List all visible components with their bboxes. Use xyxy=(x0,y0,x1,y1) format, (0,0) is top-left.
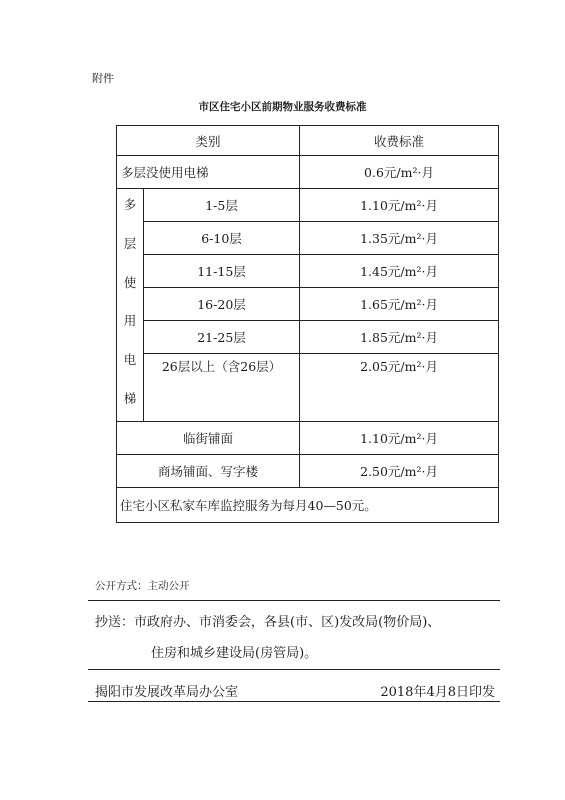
table-row xyxy=(117,354,499,422)
table-row xyxy=(117,288,499,321)
header-fee: 收费标准 xyxy=(300,126,499,156)
elevator-group-char: 使 xyxy=(123,274,137,290)
floor-fee: 1.10元/m²·月 xyxy=(300,189,499,222)
floor-fee: 1.65元/m²·月 xyxy=(300,288,499,321)
attachment-label: 附件 xyxy=(92,72,114,85)
table-header-row xyxy=(117,126,499,156)
table-row xyxy=(117,455,499,488)
table-row xyxy=(117,156,499,189)
table-row xyxy=(117,255,499,288)
garage-note: 住宅小区私家车库监控服务为每月40—50元。 xyxy=(117,488,499,523)
print-date: 2018年4月8日印发 xyxy=(380,685,495,700)
elevator-group-char: 电 xyxy=(123,352,137,368)
table-row xyxy=(117,189,499,222)
elevator-group-char: 多 xyxy=(123,197,137,212)
header-category: 类别 xyxy=(117,126,300,156)
floor-range: 26层以上（含26层） xyxy=(144,354,300,422)
no-elevator-fee: 0.6元/m²·月 xyxy=(300,156,499,189)
street-shop-label: 临街铺面 xyxy=(117,422,300,455)
cc-line-2: 住房和城乡建设局(房管局)。 xyxy=(151,646,318,661)
divider xyxy=(88,701,500,702)
elevator-group-char: 梯 xyxy=(123,390,137,406)
elevator-group-char: 用 xyxy=(123,313,137,329)
issuing-office: 揭阳市发展改革局办公室 xyxy=(95,685,239,700)
floor-range: 11-15层 xyxy=(144,255,300,288)
table-row xyxy=(117,321,499,354)
fee-table xyxy=(116,125,499,523)
table-row xyxy=(117,222,499,255)
street-shop-fee: 1.10元/m²·月 xyxy=(300,422,499,455)
floor-fee: 1.45元/m²·月 xyxy=(300,255,499,288)
mall-office-label: 商场铺面、写字楼 xyxy=(117,455,300,488)
mall-office-fee: 2.50元/m²·月 xyxy=(300,455,499,488)
divider xyxy=(88,669,500,670)
floor-fee: 1.35元/m²·月 xyxy=(300,222,499,255)
elevator-group-label xyxy=(117,189,144,422)
cc-line-1: 抄送：市政府办、市消委会，各县(市、区)发改局(物价局)、 xyxy=(95,615,441,630)
floor-fee: 2.05元/m²·月 xyxy=(300,354,499,422)
no-elevator-label: 多层没使用电梯 xyxy=(117,156,300,189)
floor-fee: 1.85元/m²·月 xyxy=(300,321,499,354)
floor-range: 16-20层 xyxy=(144,288,300,321)
table-row xyxy=(117,422,499,455)
divider xyxy=(88,600,500,601)
floor-range: 6-10层 xyxy=(144,222,300,255)
table-note-row xyxy=(117,488,499,523)
disclosure-method: 公开方式：主动公开 xyxy=(95,580,190,592)
floor-range: 21-25层 xyxy=(144,321,300,354)
elevator-group-char: 层 xyxy=(123,235,137,251)
document-title: 市区住宅小区前期物业服务收费标准 xyxy=(198,101,367,113)
floor-range: 1-5层 xyxy=(144,189,300,222)
